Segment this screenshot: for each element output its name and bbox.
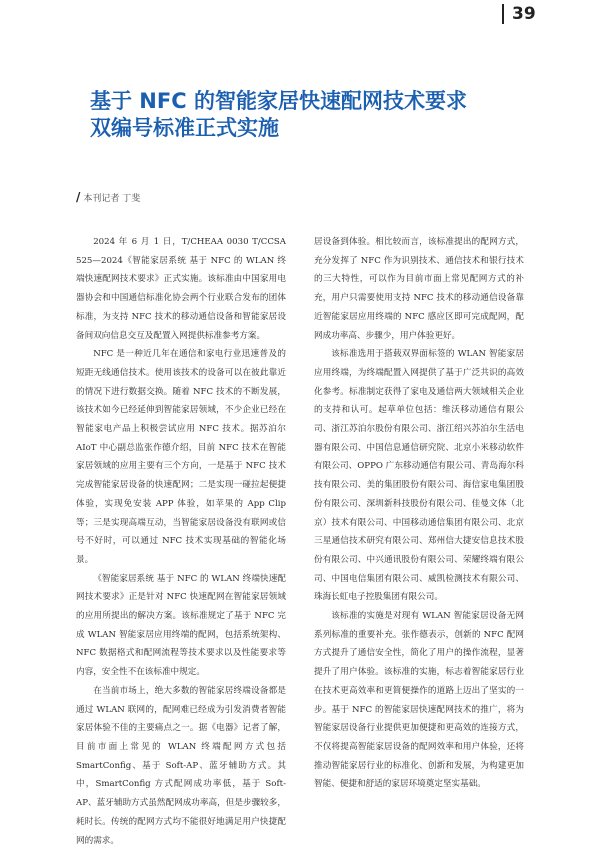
page-number: 39 xyxy=(502,4,536,24)
paragraph: 2024 年 6 月 1 日，T/CHEAA 0030 T/CCSA 525—2024《智能家居系统 基于 NFC 的 WLAN 终端快速配网技术要求》正式实施。该标准由中国家用电器协会和中国通信标准化协会两个行业联合发布的团体标准，为支持 NFC 技术的移动通信设备和智能家居设备间双向信息交互及配置入网提供标准参考方案。 xyxy=(76,237,286,341)
title-line-1: 基于 NFC 的智能家居快速配网技术要求 xyxy=(90,89,467,113)
byline-slash-mark: / xyxy=(76,190,81,204)
paragraph: 该标准的实施是对现有 WLAN 智能家居设备无网系列标准的重要补充。张作德表示，创新的 NFC 配网方式提升了通信安全性，简化了用户的操作流程，显著提升了用户体验。该标准的实施，标志着智能家居行业在技术更高效率和更简便操作的道路上迈出了坚实的一步。基于 NFC 的智能家居快速配网技术的推广，将为智能家居设备行业提供更加便捷和更高效的连接方式，不仅将提高智能家居设备的配网效率和用户体验，还将推动智能家居行业的标准化、创新和发展，为构建更加智能、便捷和舒适的家居环境奠定坚实基础。 xyxy=(314,611,524,790)
paragraph: NFC 是一种近几年在通信和家电行业迅速普及的短距无线通信技术。使用该技术的设备可以在彼此靠近的情况下进行数据交换。随着 NFC 技术的不断发展，该技术如今已经延伸到智能家居领域，不少企业已经在智能家电产品上积极尝试应用 NFC 技术。据苏泊尔 AIoT 中心副总监张作德介绍，目前 NFC 技术在智能家居领域的应用主要有三个方向，一是基于 NFC 技术完成智能家居设备的快速配网；二是实现一碰拉起便捷体验，实现免安装 APP 体验，如苹果的 App Clip 等；三是实现高端互动，当智能家居设备没有联网或信号不好时，可以通过 NFC 技术实现基础的智能化场景。 xyxy=(76,349,286,565)
paragraph-continued: 居设备到体验。相比较而言，该标准提出的配网方式，充分发挥了 NFC 作为识别技术、通信技术和银行技术的三大特性，可以作为目前市面上常见配网方式的补充，用户只需要使用支持 NFC 技术的移动通信设备靠近智能家居应用终端的 NFC 感应区即可完成配网，配网成功率高、步骤少，用户体验更好。 xyxy=(314,237,524,341)
paragraph: 《智能家居系统 基于 NFC 的 WLAN 终端快速配网技术要求》正是针对 NFC 快速配网在智能家居领域的应用所提出的解决方案。该标准规定了基于 NFC 完成 WLAN 智能家居应用终端的配网，包括系统架构、NFC 数据格式和配网流程等技术要求以及性能要求等内容，安全性不在该标准中规定。 xyxy=(76,573,286,678)
title-line-2: 双编号标准正式实施 xyxy=(90,116,279,140)
byline-text: 本刊记者 丁斐 xyxy=(83,194,141,204)
left-column xyxy=(76,233,286,846)
right-column xyxy=(314,233,524,790)
paragraph: 该标准选用于搭载双界面标签的 WLAN 智能家居应用终端，为终端配置入网提供了基于广泛共识的高效化参考。标准制定获得了家电及通信两大领域相关企业的支持和认可。起草单位包括：维沃移动通信有限公司、浙江苏泊尔股份有限公司、浙江绍兴苏泊尔生活电器有限公司、中国信息通信研究院、北京小米移动软件有限公司、OPPO 广东移动通信有限公司、青岛海尔科技有限公司、美的集团股份有限公司、海信家电集团股份有限公司、深圳新科技股份有限公司、佳曼文体（北京）技术有限公司、中国移动通信集团有限公司、北京三星通信技术研究有限公司、郑州信大捷安信息技术股份有限公司、中兴通讯股份有限公司、荣耀终端有限公司、中国电信集团有限公司、威凯检测技术有限公司、珠海长虹电子控股集团有限公司。 xyxy=(314,349,524,603)
article-title xyxy=(90,88,560,142)
byline xyxy=(76,190,140,204)
paragraph: 在当前市场上，绝大多数的智能家居终端设备都是通过 WLAN 联网的，配网难已经成为引发消费者智能家居体验不佳的主要痛点之一。据《电器》记者了解，目前市面上常见的 WLAN 终端配网方式包括 SmartConfig、基于 Soft-AP、蓝牙辅助方式。其中，SmartConfig 方式配网成功率低，基于 Soft-AP、蓝牙辅助方式虽然配网成功率高，但是步骤较多，耗时长。传统的配网方式均不能很好地满足用户快捷配网的需求。 xyxy=(76,685,286,846)
